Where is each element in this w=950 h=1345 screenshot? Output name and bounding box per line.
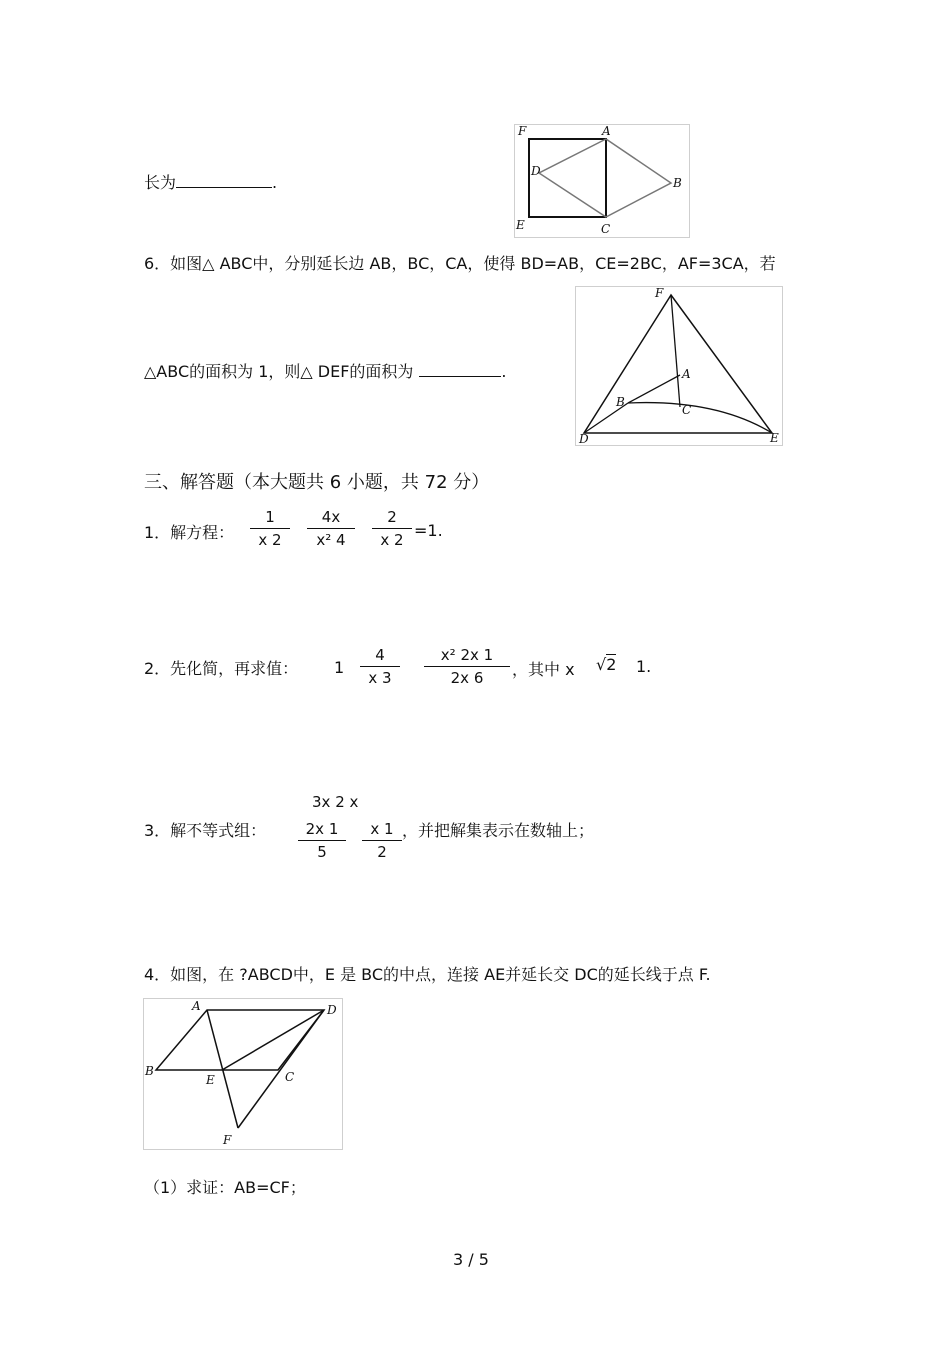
p3-frac2-den: 2	[377, 843, 387, 861]
p2-frac2-num: x² 2x 1	[440, 646, 494, 664]
p1-frac2-num: 4x	[321, 508, 341, 526]
label-A: A	[192, 999, 201, 1013]
p1-frac3-num: 2	[387, 508, 397, 526]
p4-text: 4．如图，在 ?ABCD中，E 是 BC的中点，连接 AE并延长交 DC的延长线于点 F.	[144, 965, 711, 984]
p1-frac3	[372, 508, 412, 549]
label-F: F	[223, 1133, 232, 1147]
p3-frac1-num: 2x 1	[305, 820, 339, 838]
p3-frac2-num: x 1	[370, 820, 394, 838]
p4-sub1: （1）求证：AB=CF；	[144, 1178, 306, 1197]
fraction-bar	[307, 528, 355, 529]
p2-frac1	[360, 646, 400, 687]
label-E: E	[516, 218, 525, 232]
label-A: A	[682, 367, 691, 381]
p1-frac1-den: x 2	[258, 531, 282, 549]
q6-line1: 6．如图△ ABC中，分别延长边 AB，BC，CA，使得 BD=AB，CE=2BC，AF=3CA，若	[144, 254, 776, 273]
label-E: E	[770, 431, 779, 445]
p3-frac2	[362, 820, 402, 861]
fraction-bar	[360, 666, 400, 667]
q6-line2	[144, 359, 507, 382]
figure-triangle-def	[575, 286, 783, 446]
p2-frac1-den: x 3	[368, 669, 392, 687]
q6-line2-text: △ABC的面积为 1，则△ DEF的面积为	[144, 362, 414, 381]
p2-label: 2．先化简，再求值：	[144, 659, 299, 678]
fraction-bar	[250, 528, 290, 529]
label-B: B	[673, 176, 682, 190]
q6-end: .	[501, 362, 507, 381]
p1-frac1-num: 1	[265, 508, 275, 526]
p2-frac2-den: 2x 6	[450, 669, 484, 687]
p2-tail: ，其中 x	[512, 660, 575, 679]
label-F: F	[655, 287, 664, 300]
label-C: C	[285, 1070, 295, 1084]
p3-line1: 3x 2 x	[312, 793, 359, 811]
fraction-bar	[424, 666, 510, 667]
label-C: C	[601, 222, 611, 236]
p1-frac3-den: x 2	[380, 531, 404, 549]
p3-frac1	[298, 820, 346, 861]
sqrt-icon: √	[596, 655, 607, 674]
p1-tail: =1.	[414, 521, 443, 540]
fraction-bar	[372, 528, 412, 529]
p2-tail2: 1.	[636, 657, 652, 676]
p2-sqrt	[596, 655, 616, 674]
q5-tail-text: 长为	[144, 173, 177, 192]
label-D: D	[327, 1003, 337, 1017]
label-B: B	[145, 1064, 154, 1078]
fraction-bar	[362, 840, 402, 841]
p3-tail: ，并把解集表示在数轴上；	[402, 821, 595, 840]
p3-label: 3．解不等式组：	[144, 821, 267, 840]
label-F: F	[518, 125, 527, 138]
p1-frac2	[307, 508, 355, 549]
p2-sqrt-value: 2	[606, 655, 617, 674]
label-D: D	[531, 164, 541, 178]
q5-tail-end: .	[272, 173, 278, 192]
label-B: B	[616, 395, 625, 409]
q6-answer-blank[interactable]	[419, 360, 501, 377]
label-A: A	[602, 125, 611, 138]
p3-frac1-den: 5	[317, 843, 327, 861]
figure-square-rhombus	[514, 124, 690, 238]
page-number: 3 / 5	[453, 1250, 489, 1269]
q5-answer-blank[interactable]	[176, 171, 272, 188]
label-C: C	[682, 403, 692, 417]
q5-tail	[144, 170, 277, 193]
p2-frac2	[424, 646, 510, 687]
p1-label: 1．解方程：	[144, 523, 235, 542]
p1-frac1	[250, 508, 290, 549]
section-heading: 三、解答题（本大题共 6 小题，共 72 分）	[144, 472, 490, 493]
label-E: E	[206, 1073, 215, 1087]
p1-frac2-den: x² 4	[316, 531, 346, 549]
p2-one: 1	[334, 658, 345, 677]
fraction-bar	[298, 840, 346, 841]
figure-parallelogram	[143, 998, 343, 1150]
label-D: D	[579, 432, 589, 445]
p2-frac1-num: 4	[375, 646, 385, 664]
